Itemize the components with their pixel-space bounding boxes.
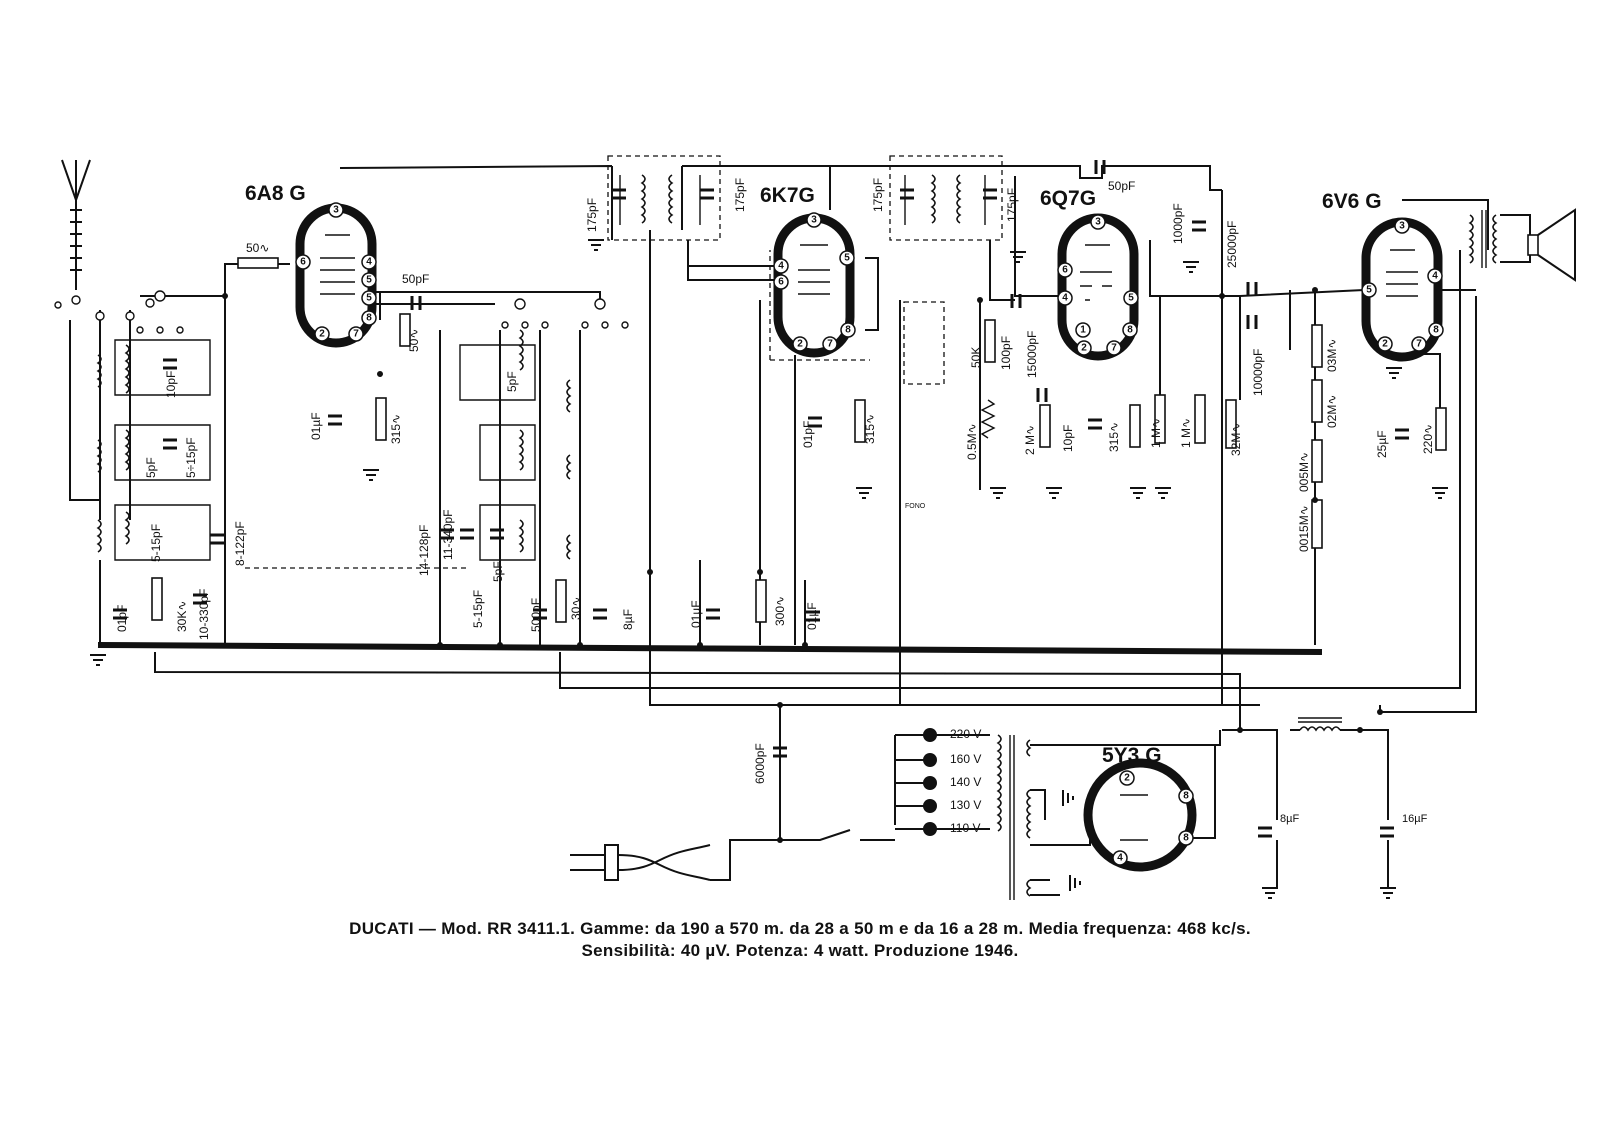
label-c01pf-b: 01pF [801, 420, 815, 448]
svg-text:8: 8 [366, 312, 372, 324]
svg-text:2: 2 [1081, 342, 1087, 354]
tube-label-6q7g: 6Q7G [1040, 187, 1097, 210]
label-r32m: 32M∿ [1229, 422, 1243, 456]
label-r03m: 03M∿ [1325, 338, 1339, 372]
svg-text:2: 2 [1382, 338, 1388, 350]
label-r0015m: 0015M∿ [1297, 505, 1311, 552]
label-v160: 160 V [950, 752, 982, 766]
label-r50-osc: 50∿ [407, 328, 421, 352]
label-c6000pf: 6000pF [753, 743, 767, 784]
label-c25uf: 25µF [1375, 430, 1389, 458]
label-c01uf-a: 01µF [309, 412, 323, 440]
label-c10000pf: 10000pF [1251, 348, 1265, 396]
caption-line-1: DUCATI — Mod. RR 3411.1. Gamme: da 190 a 570 m. da 28 a 50 m e da 16 a 28 m. Media frequenza: 468 kc/s. [349, 919, 1251, 938]
label-r315-b: 315∿ [863, 413, 877, 444]
ground-symbols [90, 240, 1448, 898]
label-c14-128: 14-128pF [417, 524, 431, 576]
label-c10pf-coil: 10pF [164, 370, 178, 398]
label-r315-a: 315∿ [389, 413, 403, 444]
svg-text:5: 5 [844, 252, 850, 264]
label-v140: 140 V [950, 775, 982, 789]
svg-text:5: 5 [1366, 284, 1372, 296]
svg-text:6: 6 [778, 276, 784, 288]
svg-text:8: 8 [1183, 832, 1189, 844]
tube-label-6a8g: 6A8 G [245, 182, 306, 205]
label-c5pf-a: 5pF [144, 457, 158, 478]
svg-text:4: 4 [1062, 292, 1068, 304]
tube-label-5y3g: 5Y3 G [1102, 744, 1162, 767]
label-r005m: 005M∿ [1297, 451, 1311, 492]
tube-6a8g [296, 203, 376, 343]
filter-choke [1290, 718, 1360, 730]
label-r30-a: 30∿ [569, 596, 583, 620]
label-c8uf-a: 8µF [621, 609, 635, 630]
label-c8uf-b: 8µF [1280, 813, 1300, 825]
tube-label-6v6g: 6V6 G [1322, 190, 1382, 213]
label-r315-c: 315∿ [1107, 421, 1121, 452]
label-c5pf-b: 5pF [505, 371, 519, 392]
label-c01uf-b: 01µF [689, 600, 703, 628]
svg-text:5: 5 [366, 274, 372, 286]
label-c10-330: 10-330pF [197, 588, 211, 640]
label-c50pf-a: 50pF [402, 272, 430, 286]
label-c5-15pf-c: 5-15pF [471, 589, 485, 628]
osc-coils [460, 299, 628, 560]
tube-6k7g [774, 213, 855, 353]
speaker-icon [1470, 210, 1575, 280]
svg-text:5: 5 [1128, 292, 1134, 304]
label-r220: 220∿ [1421, 423, 1435, 454]
svg-text:3: 3 [333, 204, 339, 216]
svg-text:3: 3 [811, 214, 817, 226]
label-c50pf-b: 50pF [1108, 179, 1136, 193]
label-c16uf: 16µF [1402, 813, 1428, 825]
label-c25000pf: 25000pF [1225, 220, 1239, 268]
svg-text:2: 2 [319, 328, 325, 340]
antenna-icon [55, 160, 90, 308]
label-c01uf-c: 01µF [805, 602, 819, 630]
tube-label-6k7g: 6K7G [760, 184, 815, 207]
label-c500pf: 500pF [529, 597, 543, 632]
label-c175pf-1: 175pF [585, 197, 599, 232]
label-c01pf-left: 01pF [115, 604, 129, 632]
label-v130: 130 V [950, 798, 982, 812]
svg-text:6: 6 [1062, 264, 1068, 276]
svg-text:3: 3 [1095, 216, 1101, 228]
svg-text:6: 6 [300, 256, 306, 268]
label-c1000pf-a: 1000pF [1171, 203, 1185, 244]
label-c5-15pf-a: 5÷15pF [184, 437, 198, 478]
svg-text:2: 2 [797, 338, 803, 350]
label-r05m: 0.5M∿ [965, 423, 979, 460]
svg-text:4: 4 [1117, 852, 1123, 864]
label-c8-122: 8-122pF [233, 521, 247, 566]
label-fono: FONO [905, 503, 926, 510]
label-c5pf-c: 5pF [491, 561, 505, 582]
label-c10pf-b: 10pF [1061, 424, 1075, 452]
label-c5-15pf-b: 5-15pF [149, 523, 163, 562]
label-r30k: 30K∿ [175, 600, 189, 632]
label-r02m: 02M∿ [1325, 394, 1339, 428]
tube-6v6g [1362, 219, 1443, 357]
svg-text:4: 4 [1432, 270, 1438, 282]
label-v110: 110 V [950, 821, 981, 835]
svg-text:8: 8 [845, 324, 851, 336]
svg-text:7: 7 [353, 328, 359, 340]
svg-text:1: 1 [1080, 324, 1086, 336]
svg-text:8: 8 [1433, 324, 1439, 336]
svg-text:5: 5 [366, 292, 372, 304]
label-c15000pf: 15000pF [1025, 330, 1039, 378]
svg-text:7: 7 [827, 338, 833, 350]
label-c11-340: 11-340pF [441, 509, 455, 560]
caption-line-2: Sensibilità: 40 µV. Potenza: 4 watt. Produzione 1946. [581, 941, 1019, 960]
label-r2m: 2 M∿ [1023, 424, 1037, 455]
label-r300: 300∿ [773, 595, 787, 626]
svg-text:7: 7 [1416, 338, 1422, 350]
label-c175pf-2: 175pF [733, 177, 747, 212]
label-c175pf-4: 175pF [1005, 187, 1019, 222]
tube-6q7g [1058, 215, 1138, 356]
label-c175pf-3: 175pF [871, 177, 885, 212]
svg-text:3: 3 [1399, 220, 1405, 232]
label-r50-grid: 50∿ [246, 241, 270, 255]
svg-text:8: 8 [1183, 790, 1189, 802]
junction-dots [222, 284, 1383, 843]
svg-text:8: 8 [1127, 324, 1133, 336]
svg-text:4: 4 [778, 260, 784, 272]
label-r1m-b: 1 M∿ [1179, 417, 1193, 448]
svg-text:2: 2 [1124, 772, 1130, 784]
label-r1m-a: 1 M∿ [1149, 417, 1163, 448]
label-v220: 220 V [950, 727, 982, 741]
label-r50k: 50K [969, 346, 983, 368]
svg-text:7: 7 [1111, 342, 1117, 354]
label-c100pf: 100pF [999, 335, 1013, 370]
svg-text:4: 4 [366, 256, 372, 268]
caption [0, 918, 1600, 962]
